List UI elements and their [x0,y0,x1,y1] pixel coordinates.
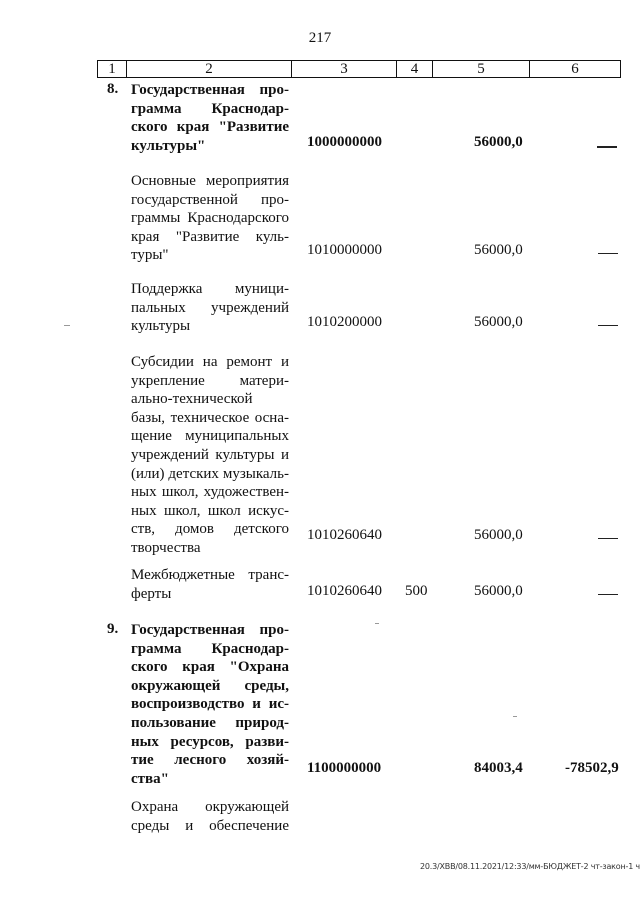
row-name-line: ных ресурсов, разви- [131,733,289,750]
row-name-line: ства" [131,770,169,787]
column-header-1: 1 [98,61,127,78]
row-name-line: Охрана окружающей [131,799,289,815]
row-name-line: воспроизводство и ис- [131,696,289,713]
column-header-5: 5 [433,61,530,78]
row-name-line: грамма Краснодар- [131,640,289,657]
column-header-3: 3 [292,61,397,78]
row-name-line: пользование природ- [131,715,289,731]
row-type: 500 [405,583,428,599]
row-code: 1010260640 [307,583,382,599]
row-change: -78502,9 [565,760,619,776]
column-header-4: 4 [397,61,433,78]
row-number: 8. [107,81,119,97]
row-number: 9. [107,621,119,637]
column-header-row [97,60,621,78]
row-name-line: укрепление матери- [131,372,289,389]
document-footer-stamp: 20.3/ХВВ/08.11.2021/12:33/мм-БЮДЖЕТ-2 чт-закон-1 ч [420,862,640,871]
row-code: 1010200000 [307,314,382,330]
row-name-line: Межбюджетные транс- [131,567,289,583]
row-name-line: ского края "Развитие [131,119,289,136]
row-name-line: ского края "Охрана [131,659,289,676]
row-name-line: туры" [131,247,169,264]
row-name-line: Субсидии на ремонт и [131,354,289,370]
row-amount: 56000,0 [474,583,523,599]
row-amount: 56000,0 [474,527,523,543]
row-name-line: окружающей среды, [131,677,289,694]
scan-speck [64,325,70,326]
row-name-line: культуры" [131,137,206,154]
row-name-line: культуры [131,318,191,335]
column-header-2: 2 [127,61,292,78]
row-amount: 84003,4 [474,760,523,776]
row-change-dash [598,594,618,595]
row-change-dash [598,538,618,539]
row-change-dash [597,146,617,148]
row-name-line: Основные мероприятия [131,173,289,189]
page-number: 217 [308,30,332,46]
row-amount: 56000,0 [474,314,523,330]
row-name-line: щение муниципальных [131,428,289,445]
row-name-line: базы, техническое осна- [131,409,289,426]
column-header-6: 6 [530,61,621,78]
scan-speck [513,716,517,717]
row-name-line: грамма Краснодар- [131,100,289,117]
row-name-line: ферты [131,585,172,602]
row-name-line: пальных учреждений [131,299,289,316]
row-name-line: творчества [131,540,201,556]
row-name-line: (или) детских музыкаль- [131,465,289,482]
row-name-line: тие лесного хозяй- [131,752,289,769]
row-change-dash [598,253,618,254]
row-name-line: края "Развитие куль- [131,228,289,245]
row-name-line: ств, домов детского [131,521,289,538]
row-amount: 56000,0 [474,242,523,258]
row-name-line: Государственная про- [131,622,289,638]
row-code: 1010000000 [307,242,382,258]
row-name-line: среды и обеспечение [131,817,289,834]
row-code: 1000000000 [307,134,382,150]
row-code: 1010260640 [307,527,382,543]
row-code: 1100000000 [307,760,382,776]
row-change-dash [598,325,618,326]
row-name-line: Государственная про- [131,82,289,98]
row-name-line: граммы Краснодарского [131,210,289,227]
row-amount: 56000,0 [474,134,523,150]
scan-speck [375,623,379,624]
row-name-line: ных школ, художествен- [131,484,289,501]
row-name-line: государственной про- [131,191,289,208]
row-name-line: ально-технической [131,391,253,408]
row-name-line: ных школ, школ искус- [131,502,289,519]
row-name-line: учреждений культуры и [131,447,289,463]
row-name-line: Поддержка муници- [131,281,289,297]
